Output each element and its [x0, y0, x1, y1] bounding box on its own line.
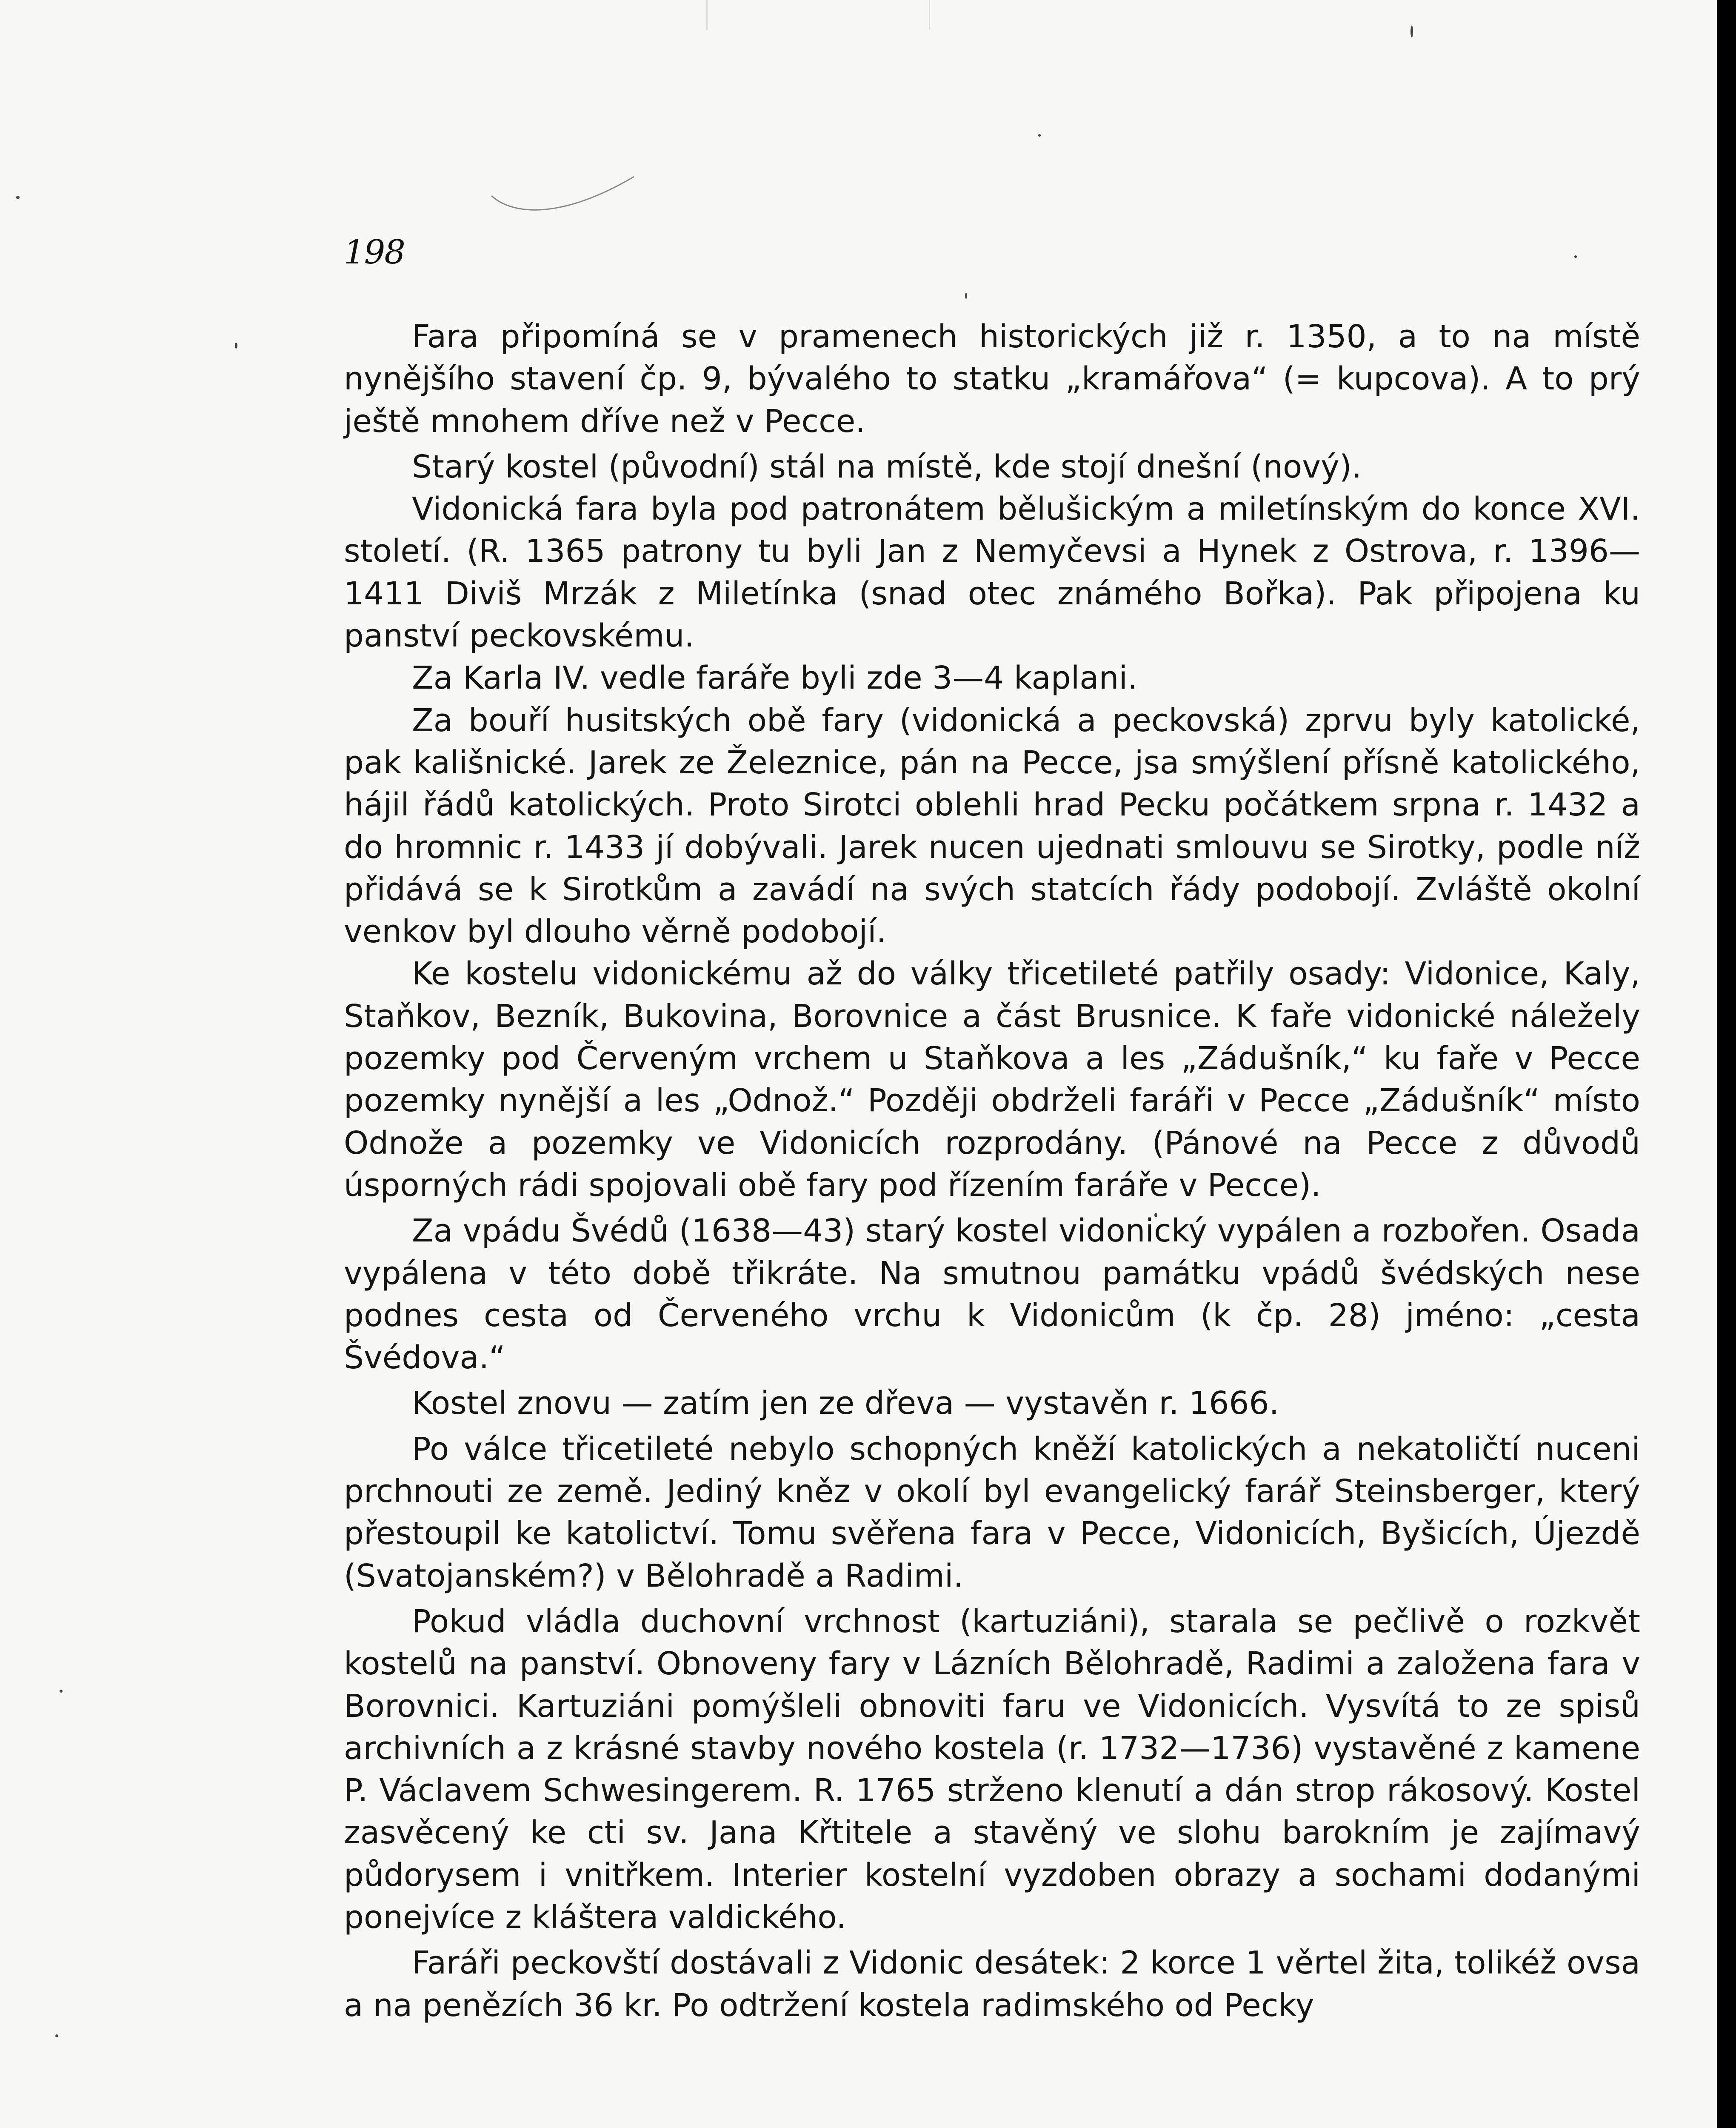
- paragraph: Pokud vládla duchovní vrchnost (kartuziáni), starala se pečlivě o rozkvět kostelů na panství. Obnoveny fary v Lázních Bělohradě, Radimi a založena fara v Borovnici. Kartuziáni pomýšleli obnoviti faru ve Vidonicích. Vysvítá to ze spisů archivních a z krásné stavby nového kostela (r. 1732—1736) vystavěné z kamene P. Václavem Schwesingerem. R. 1765 strženo klenutí a dán strop rákosový. Kostel zasvěcený ke cti sv. Jana Křtitele a stavěný ve slohu barokním je zajímavý půdorysem i vnitřkem. Interier kostelní vyzdoben obrazy a sochami dodanými ponejvíce z kláštera valdického.: [344, 1603, 1640, 1936]
- scan-artifact-speck: [1574, 255, 1577, 258]
- paragraph: Kostel znovu — zatím jen ze dřeva — vystavěn r. 1666.: [412, 1385, 1279, 1422]
- scan-artifact-top: [706, 0, 930, 30]
- scan-artifact-speck: [55, 2034, 58, 2037]
- paragraph: Vidonická fara byla pod patronátem bělušickým a miletínským do konce XVI. století. (R. 1365 patrony tu byli Jan z Nemyčevsi a Hynek z Ostrova, r. 1396—1411 Diviš Mrzák z Miletínka (snad otec známého Bořka). Pak připojena ku panství peckovskému.: [344, 491, 1640, 655]
- paragraph: Za vpádu Švédů (1638—43) starý kostel vidonický vypálen a rozbořen. Osada vypálena v této době třikráte. Na smutnou památku vpádů švédských nese podnes cesta od Červeného vrchu k Vidonicům (k čp. 28) jméno: „cesta Švédova.“: [344, 1213, 1640, 1376]
- paragraph: Fara připomíná se v pramenech historických již r. 1350, a to na místě nynějšího stavení čp. 9, bývalého to statku „kramářova“ (= kupcova). A to prý ještě mnohem dříve než v Pecce.: [344, 318, 1640, 440]
- scan-artifact-stroke: [489, 170, 638, 217]
- paragraph: Faráři peckovští dostávali z Vidonic desátek: 2 korce 1 věrtel žita, tolikéž ovsa a na penězích 36 kr. Po odtržení kostela radimského od Pecky: [344, 1945, 1640, 2024]
- scan-artifact-speck: [235, 343, 237, 349]
- scan-artifact-speck: [1410, 26, 1413, 37]
- paragraph: Za bouří husitských obě fary (vidonická a peckovská) zprvu byly katolické, pak kališnické. Jarek ze Železnice, pán na Pecce, jsa smýšlení přísně katolického, hájil řádů katolických. Proto Sirotci oblehli hrad Pecku počátkem srpna r. 1432 a do hromnic r. 1433 jí dobývali. Jarek nucen ujednati smlouvu se Sirotky, podle níž přidává se k Sirotkům a zavádí na svých statcích řády podobojí. Zvláště okolní venkov byl dlouho věrně podobojí.: [344, 702, 1640, 950]
- scan-artifact-speck: [965, 293, 967, 299]
- paragraph: Za Karla IV. vedle faráře byli zde 3—4 kaplani.: [412, 660, 1138, 697]
- paragraph: Starý kostel (původní) stál na místě, kde stojí dnešní (nový).: [412, 448, 1362, 485]
- scan-edge-right: [1717, 0, 1736, 2128]
- paragraph: Po válce třicetileté nebylo schopných kněží katolických a nekatoličtí nuceni prchnouti ze země. Jediný kněz v okolí byl evangelický farář Steinsberger, který přestoupil ke katolictví. Tomu svěřena fara v Pecce, Vidonicích, Byšicích, Újezdě (Svatojanském?) v Bělohradě a Radimi.: [344, 1430, 1640, 1594]
- body-text: [344, 316, 1640, 2027]
- scan-artifact-speck: [16, 196, 20, 199]
- page-number: 198: [344, 233, 405, 272]
- paragraph: Ke kostelu vidonickému až do války třicetileté patřily osady: Vidonice, Kaly, Staňkov, Bezník, Bukovina, Borovnice a část Brusnice. K faře vidonické náležely pozemky pod Červeným vrchem u Staňkova a les „Zádušník,“ ku faře v Pecce pozemky nynější a les „Odnož.“ Později obdrželi faráři v Pecce „Zádušník“ místo Odnože a pozemky ve Vidonicích rozprodány. (Pánové na Pecce z důvodů úsporných rádi spojovali obě fary pod řízením faráře v Pecce).: [344, 955, 1640, 1204]
- scan-artifact-speck: [60, 1690, 63, 1693]
- scan-artifact-speck: [1038, 134, 1041, 137]
